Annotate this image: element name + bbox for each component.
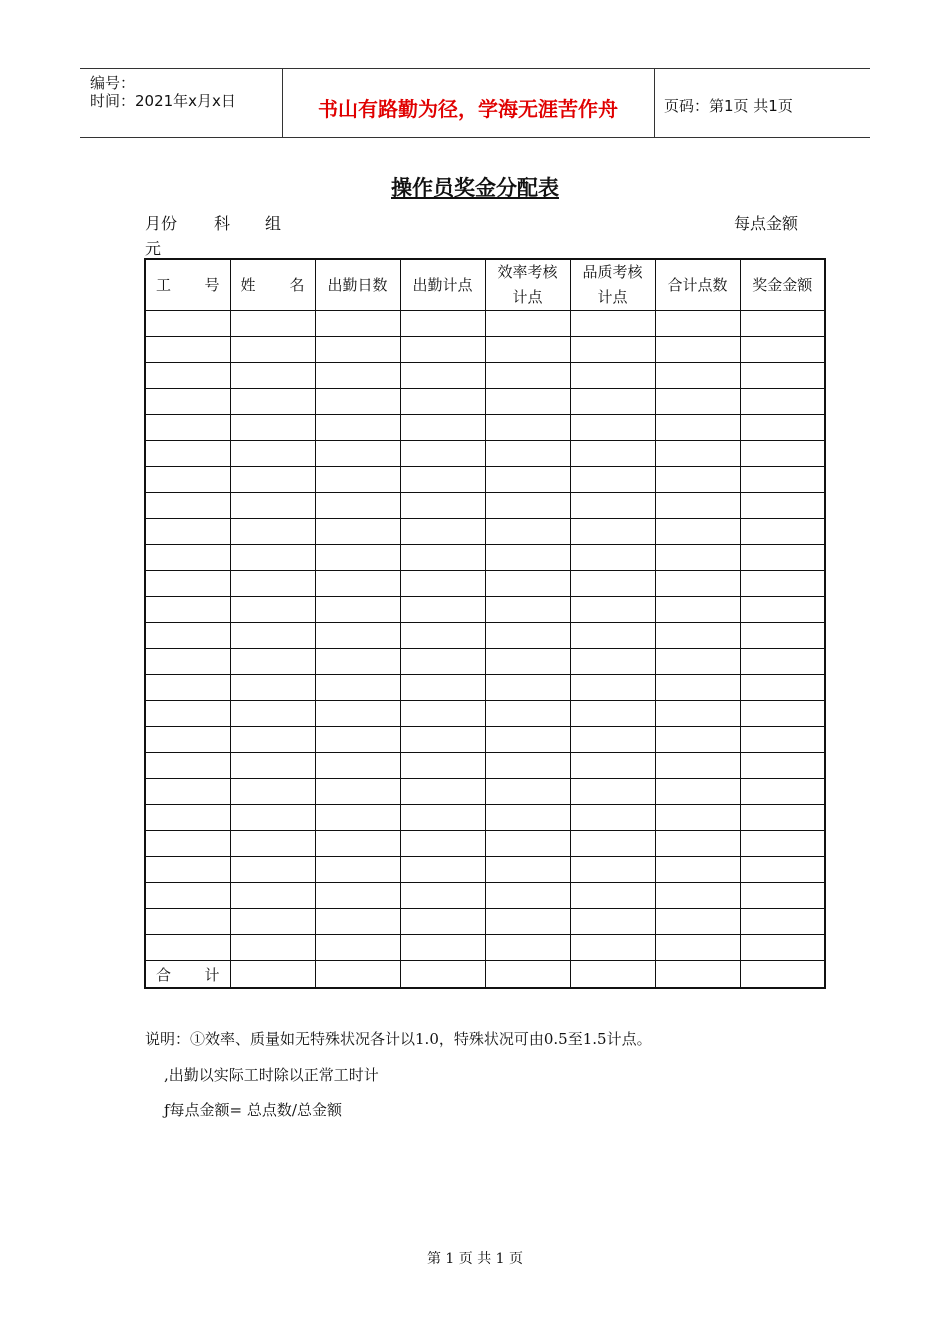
table-cell[interactable] xyxy=(230,935,315,961)
column-header-attendance-days: 出勤日数 xyxy=(315,259,400,311)
table-cell[interactable] xyxy=(570,779,655,805)
table-cell[interactable] xyxy=(485,545,570,571)
table-cell[interactable] xyxy=(400,649,485,675)
table-cell[interactable] xyxy=(655,623,740,649)
table-cell[interactable] xyxy=(740,727,825,753)
table-cell[interactable] xyxy=(315,935,400,961)
note-line-1: 说明：①效率、质量如无特殊状况各计以1.0，特殊状况可由0.5至1.5计点。 xyxy=(145,1030,652,1048)
table-cell[interactable] xyxy=(740,363,825,389)
table-cell[interactable] xyxy=(740,623,825,649)
table-cell[interactable] xyxy=(145,805,230,831)
table-cell[interactable] xyxy=(570,649,655,675)
table-cell[interactable] xyxy=(740,779,825,805)
table-row xyxy=(145,857,825,883)
table-cell[interactable] xyxy=(655,701,740,727)
table-row xyxy=(145,883,825,909)
table-cell[interactable] xyxy=(315,493,400,519)
group-label: 组 xyxy=(265,214,282,233)
table-cell[interactable] xyxy=(400,311,485,337)
table-row xyxy=(145,493,825,519)
table-cell[interactable] xyxy=(655,311,740,337)
table-cell[interactable] xyxy=(655,857,740,883)
table-cell[interactable] xyxy=(145,545,230,571)
table-cell[interactable] xyxy=(315,389,400,415)
table-cell[interactable] xyxy=(145,727,230,753)
table-cell[interactable] xyxy=(400,623,485,649)
table-cell[interactable] xyxy=(145,701,230,727)
table-cell[interactable] xyxy=(655,363,740,389)
table-cell[interactable] xyxy=(230,519,315,545)
table-cell[interactable] xyxy=(400,779,485,805)
table-row xyxy=(145,545,825,571)
table-cell[interactable] xyxy=(400,415,485,441)
table-cell[interactable] xyxy=(655,675,740,701)
table-cell[interactable] xyxy=(570,597,655,623)
table-cell[interactable] xyxy=(145,389,230,415)
table-cell[interactable] xyxy=(315,701,400,727)
header-motto: 书山有路勤为径，学海无涯苦作舟 xyxy=(318,97,618,121)
table-cell[interactable] xyxy=(145,597,230,623)
document-code-label: 编号： xyxy=(90,74,136,92)
table-cell[interactable] xyxy=(315,571,400,597)
table-cell[interactable] xyxy=(570,961,655,989)
table-cell[interactable] xyxy=(230,493,315,519)
table-cell[interactable] xyxy=(740,545,825,571)
header-page-info: 页码：第1页 共1页 xyxy=(664,97,793,115)
table-cell[interactable] xyxy=(230,441,315,467)
table-cell[interactable] xyxy=(400,597,485,623)
column-header-name: 姓 名 xyxy=(230,259,315,311)
table-row xyxy=(145,909,825,935)
table-cell[interactable] xyxy=(145,857,230,883)
table-cell[interactable] xyxy=(315,883,400,909)
table-cell[interactable] xyxy=(740,467,825,493)
table-cell[interactable] xyxy=(315,337,400,363)
table-cell[interactable] xyxy=(400,701,485,727)
header-left-cell xyxy=(80,69,283,137)
table-cell[interactable] xyxy=(230,753,315,779)
table-cell[interactable] xyxy=(485,441,570,467)
table-cell[interactable] xyxy=(400,909,485,935)
per-point-amount-label: 每点金额 xyxy=(734,214,799,233)
table-cell[interactable] xyxy=(315,467,400,493)
table-cell[interactable] xyxy=(655,805,740,831)
table-cell[interactable] xyxy=(740,311,825,337)
table-cell[interactable] xyxy=(315,675,400,701)
table-row xyxy=(145,623,825,649)
table-cell[interactable] xyxy=(570,545,655,571)
table-cell[interactable] xyxy=(485,571,570,597)
table-row xyxy=(145,519,825,545)
table-cell[interactable] xyxy=(740,701,825,727)
table-cell[interactable] xyxy=(400,675,485,701)
document-header xyxy=(80,68,870,138)
table-cell[interactable] xyxy=(655,389,740,415)
column-header-attendance-points: 出勤计点 xyxy=(400,259,485,311)
table-cell[interactable] xyxy=(655,649,740,675)
table-cell[interactable] xyxy=(485,779,570,805)
table-cell[interactable] xyxy=(145,467,230,493)
table-cell[interactable] xyxy=(740,493,825,519)
table-cell[interactable] xyxy=(570,363,655,389)
table-cell[interactable] xyxy=(230,389,315,415)
table-cell[interactable] xyxy=(570,441,655,467)
table-row xyxy=(145,415,825,441)
column-header-quality-points: 品质考核计点 xyxy=(570,259,655,311)
header-middle-cell xyxy=(282,69,655,137)
table-cell[interactable] xyxy=(655,415,740,441)
table-cell[interactable] xyxy=(570,519,655,545)
table-cell[interactable] xyxy=(315,753,400,779)
note-line-3: ƒ每点金额= 总点数/总金额 xyxy=(164,1101,342,1119)
table-cell[interactable] xyxy=(570,493,655,519)
table-cell[interactable] xyxy=(740,961,825,989)
table-cell[interactable] xyxy=(400,831,485,857)
table-cell[interactable] xyxy=(315,597,400,623)
table-cell[interactable] xyxy=(230,467,315,493)
table-cell[interactable] xyxy=(570,571,655,597)
table-cell[interactable] xyxy=(570,857,655,883)
table-cell[interactable] xyxy=(655,441,740,467)
table-cell[interactable] xyxy=(315,649,400,675)
table-cell[interactable] xyxy=(485,701,570,727)
table-cell[interactable] xyxy=(485,389,570,415)
table-cell[interactable] xyxy=(570,415,655,441)
table-cell[interactable] xyxy=(655,727,740,753)
table-cell[interactable] xyxy=(485,623,570,649)
table-header-row xyxy=(145,259,825,311)
table-cell[interactable] xyxy=(655,883,740,909)
table-row xyxy=(145,805,825,831)
page-title: 操作员奖金分配表 xyxy=(391,176,559,200)
table-cell[interactable] xyxy=(570,909,655,935)
table-row xyxy=(145,779,825,805)
table-cell[interactable] xyxy=(400,441,485,467)
table-cell[interactable] xyxy=(230,779,315,805)
table-cell[interactable] xyxy=(655,467,740,493)
month-label: 月份 xyxy=(145,214,178,233)
table-row xyxy=(145,649,825,675)
table-cell[interactable] xyxy=(655,571,740,597)
table-cell[interactable] xyxy=(655,519,740,545)
table-cell[interactable] xyxy=(230,701,315,727)
table-cell[interactable] xyxy=(570,389,655,415)
table-cell[interactable] xyxy=(230,805,315,831)
table-cell[interactable] xyxy=(655,545,740,571)
table-cell[interactable] xyxy=(145,883,230,909)
table-cell[interactable] xyxy=(485,363,570,389)
table-cell[interactable] xyxy=(400,467,485,493)
table-cell[interactable] xyxy=(655,831,740,857)
table-row xyxy=(145,675,825,701)
note-line-2: ,出勤以实际工时除以正常工时计 xyxy=(164,1066,379,1084)
table-cell[interactable] xyxy=(740,675,825,701)
table-cell[interactable] xyxy=(655,909,740,935)
table-cell[interactable] xyxy=(740,883,825,909)
table-cell[interactable] xyxy=(315,311,400,337)
table-cell[interactable] xyxy=(570,311,655,337)
table-cell[interactable] xyxy=(485,909,570,935)
table-cell[interactable] xyxy=(570,727,655,753)
table-cell[interactable] xyxy=(145,753,230,779)
table-cell[interactable] xyxy=(570,623,655,649)
header-right-cell xyxy=(655,69,870,137)
table-cell[interactable] xyxy=(315,961,400,989)
table-cell[interactable] xyxy=(570,805,655,831)
table-cell[interactable] xyxy=(740,831,825,857)
table-row xyxy=(145,597,825,623)
table-row xyxy=(145,727,825,753)
table-cell[interactable] xyxy=(230,597,315,623)
table-total-row xyxy=(145,961,825,989)
table-cell[interactable] xyxy=(570,753,655,779)
table-cell[interactable] xyxy=(570,701,655,727)
table-cell[interactable] xyxy=(230,675,315,701)
table-cell[interactable] xyxy=(230,623,315,649)
table-cell[interactable] xyxy=(400,571,485,597)
table-row xyxy=(145,363,825,389)
table-cell[interactable] xyxy=(145,571,230,597)
table-cell[interactable] xyxy=(145,831,230,857)
table-cell[interactable] xyxy=(230,727,315,753)
table-cell[interactable] xyxy=(145,493,230,519)
table-cell[interactable] xyxy=(400,363,485,389)
table-cell[interactable] xyxy=(230,571,315,597)
table-cell[interactable] xyxy=(400,805,485,831)
table-cell[interactable] xyxy=(740,805,825,831)
table-cell[interactable] xyxy=(485,883,570,909)
table-cell[interactable] xyxy=(400,389,485,415)
table-row xyxy=(145,311,825,337)
table-cell[interactable] xyxy=(485,337,570,363)
unit-label: 元 xyxy=(145,239,162,258)
table-cell[interactable] xyxy=(315,805,400,831)
table-cell[interactable] xyxy=(230,649,315,675)
table-cell[interactable] xyxy=(400,883,485,909)
table-cell[interactable] xyxy=(570,467,655,493)
table-cell[interactable] xyxy=(740,857,825,883)
table-cell[interactable] xyxy=(485,311,570,337)
table-row xyxy=(145,753,825,779)
table-cell[interactable] xyxy=(145,311,230,337)
table-cell[interactable] xyxy=(145,519,230,545)
table-cell[interactable] xyxy=(315,441,400,467)
table-cell[interactable] xyxy=(485,493,570,519)
column-header-bonus-amount: 奖金金额 xyxy=(740,259,825,311)
table-cell[interactable] xyxy=(485,519,570,545)
table-cell[interactable] xyxy=(740,389,825,415)
table-cell[interactable] xyxy=(485,675,570,701)
table-row xyxy=(145,831,825,857)
table-cell[interactable] xyxy=(570,831,655,857)
table-cell[interactable] xyxy=(400,337,485,363)
table-cell[interactable] xyxy=(740,415,825,441)
table-cell[interactable] xyxy=(740,935,825,961)
table-cell[interactable] xyxy=(315,831,400,857)
table-cell[interactable] xyxy=(400,857,485,883)
table-cell[interactable] xyxy=(485,649,570,675)
table-cell[interactable] xyxy=(485,961,570,989)
table-row xyxy=(145,701,825,727)
total-row-label: 合 计 xyxy=(145,961,230,989)
table-cell[interactable] xyxy=(740,337,825,363)
table-cell[interactable] xyxy=(315,545,400,571)
department-label: 科 xyxy=(214,214,231,233)
table-cell[interactable] xyxy=(485,753,570,779)
table-cell[interactable] xyxy=(230,883,315,909)
table-cell[interactable] xyxy=(485,415,570,441)
table-cell[interactable] xyxy=(485,857,570,883)
table-cell[interactable] xyxy=(315,909,400,935)
table-cell[interactable] xyxy=(145,649,230,675)
table-cell[interactable] xyxy=(655,779,740,805)
table-cell[interactable] xyxy=(655,597,740,623)
table-cell[interactable] xyxy=(145,935,230,961)
table-cell[interactable] xyxy=(655,961,740,989)
table-row xyxy=(145,337,825,363)
table-cell[interactable] xyxy=(740,649,825,675)
column-header-employee-id: 工 号 xyxy=(145,259,230,311)
table-cell[interactable] xyxy=(400,545,485,571)
table-cell[interactable] xyxy=(315,415,400,441)
table-cell[interactable] xyxy=(230,337,315,363)
table-row xyxy=(145,389,825,415)
table-cell[interactable] xyxy=(655,337,740,363)
page-footer: 第 1 页 共 1 页 xyxy=(426,1251,524,1267)
table-cell[interactable] xyxy=(145,909,230,935)
table-cell[interactable] xyxy=(655,493,740,519)
table-cell[interactable] xyxy=(145,415,230,441)
table-cell[interactable] xyxy=(230,415,315,441)
table-cell[interactable] xyxy=(315,727,400,753)
table-cell[interactable] xyxy=(145,337,230,363)
table-cell[interactable] xyxy=(230,857,315,883)
table-cell[interactable] xyxy=(230,545,315,571)
table-cell[interactable] xyxy=(145,623,230,649)
table-cell[interactable] xyxy=(740,519,825,545)
table-cell[interactable] xyxy=(740,753,825,779)
table-body xyxy=(145,311,825,989)
bonus-distribution-table xyxy=(144,258,826,989)
table-cell[interactable] xyxy=(400,935,485,961)
table-cell[interactable] xyxy=(485,467,570,493)
table-cell[interactable] xyxy=(485,727,570,753)
table-cell[interactable] xyxy=(485,935,570,961)
table-cell[interactable] xyxy=(230,311,315,337)
table-cell[interactable] xyxy=(145,441,230,467)
table-cell[interactable] xyxy=(740,571,825,597)
table-row xyxy=(145,935,825,961)
table-cell[interactable] xyxy=(400,727,485,753)
table-cell[interactable] xyxy=(230,831,315,857)
table-cell[interactable] xyxy=(145,363,230,389)
table-cell[interactable] xyxy=(145,675,230,701)
table-cell[interactable] xyxy=(145,779,230,805)
table-cell[interactable] xyxy=(230,909,315,935)
table-cell[interactable] xyxy=(400,961,485,989)
column-header-total-points: 合计点数 xyxy=(655,259,740,311)
table-cell[interactable] xyxy=(570,675,655,701)
table-cell[interactable] xyxy=(400,519,485,545)
table-cell[interactable] xyxy=(315,857,400,883)
table-cell[interactable] xyxy=(400,753,485,779)
column-header-efficiency-points: 效率考核计点 xyxy=(485,259,570,311)
table-cell[interactable] xyxy=(400,493,485,519)
table-row xyxy=(145,441,825,467)
table-cell[interactable] xyxy=(230,363,315,389)
table-cell[interactable] xyxy=(485,597,570,623)
table-cell[interactable] xyxy=(315,779,400,805)
table-cell[interactable] xyxy=(570,883,655,909)
table-cell[interactable] xyxy=(315,623,400,649)
table-cell[interactable] xyxy=(315,363,400,389)
table-row xyxy=(145,467,825,493)
table-cell[interactable] xyxy=(740,597,825,623)
table-cell[interactable] xyxy=(655,753,740,779)
table-cell[interactable] xyxy=(570,935,655,961)
table-cell[interactable] xyxy=(485,831,570,857)
table-cell[interactable] xyxy=(740,441,825,467)
table-row xyxy=(145,571,825,597)
table-cell[interactable] xyxy=(485,805,570,831)
table-cell[interactable] xyxy=(315,519,400,545)
table-cell[interactable] xyxy=(740,909,825,935)
table-cell[interactable] xyxy=(570,337,655,363)
table-cell[interactable] xyxy=(655,935,740,961)
document-date-label: 时间：2021年x月x日 xyxy=(90,92,236,110)
table-cell[interactable] xyxy=(230,961,315,989)
